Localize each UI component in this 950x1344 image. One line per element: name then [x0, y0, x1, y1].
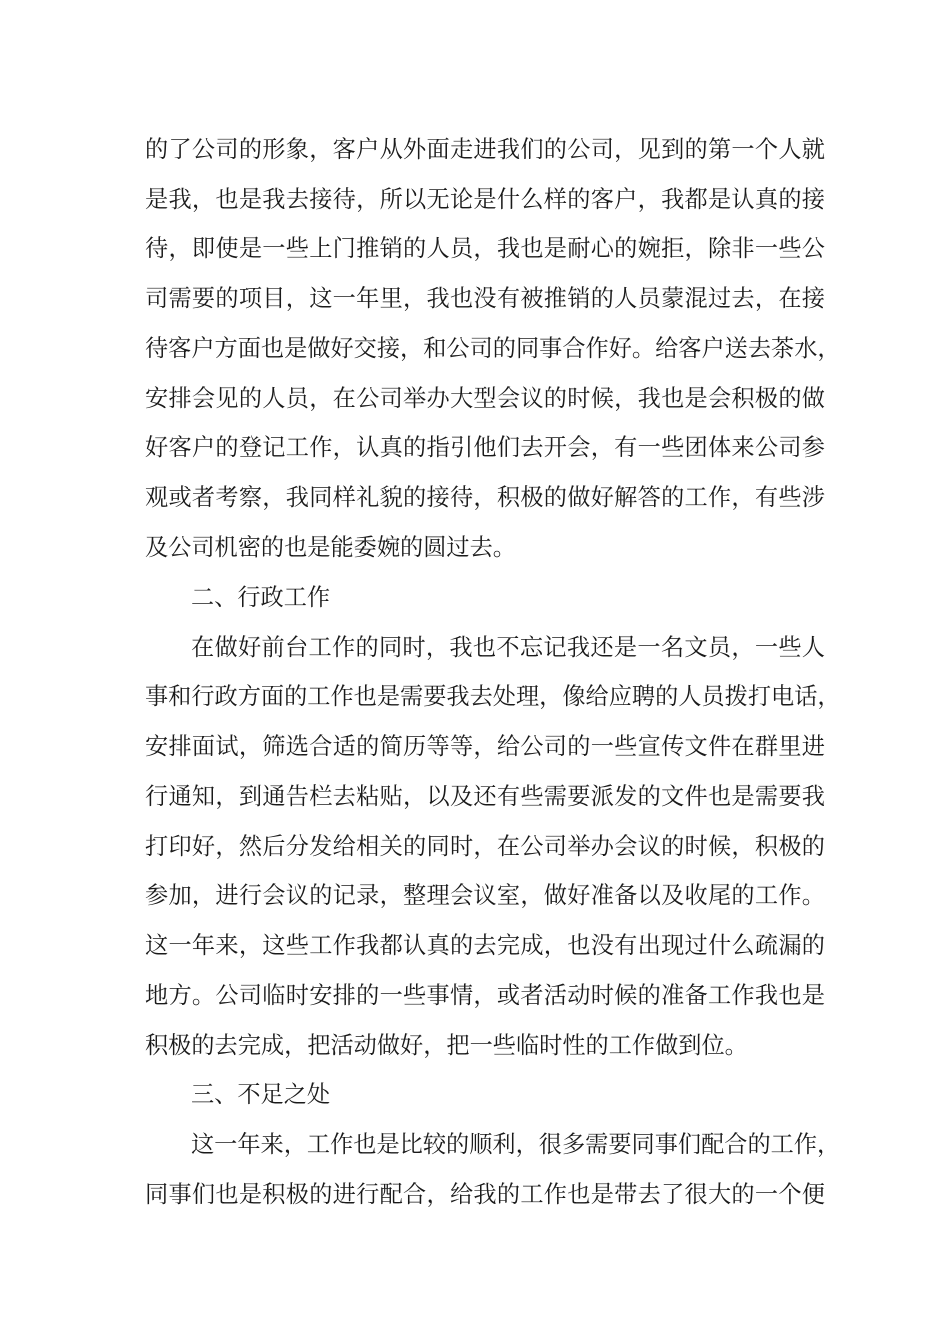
paragraph-line: 地方。公司临时安排的一些事情，或者活动时候的准备工作我也是: [145, 982, 825, 1009]
paragraph-line: 好客户的登记工作，认真的指引他们去开会，有一些团体来公司参: [145, 434, 825, 461]
paragraph-line: 这一年来，工作也是比较的顺利，很多需要同事们配合的工作，: [191, 1131, 841, 1158]
section-heading-shortcomings: 三、不足之处: [191, 1081, 331, 1108]
paragraph-line: 参加，进行会议的记录，整理会议室，做好准备以及收尾的工作。: [145, 882, 825, 909]
paragraph-line: 行通知，到通告栏去粘贴，以及还有些需要派发的文件也是需要我: [145, 783, 825, 810]
paragraph-line: 这一年来，这些工作我都认真的去完成，也没有出现过什么疏漏的: [145, 932, 825, 959]
paragraph-line: 是我，也是我去接待，所以无论是什么样的客户，我都是认真的接: [145, 186, 825, 213]
section-heading-admin-work: 二、行政工作: [191, 584, 331, 611]
paragraph-line: 观或者考察，我同样礼貌的接待，积极的做好解答的工作，有些涉: [145, 484, 825, 511]
paragraph-line: 打印好，然后分发给相关的同时，在公司举办会议的时候，积极的: [145, 833, 825, 860]
paragraph-line: 的了公司的形象，客户从外面走进我们的公司，见到的第一个人就: [145, 136, 825, 163]
paragraph-line: 事和行政方面的工作也是需要我去处理，像给应聘的人员拨打电话，: [145, 683, 841, 710]
paragraph-line: 安排会见的人员，在公司举办大型会议的时候，我也是会积极的做: [145, 385, 825, 412]
paragraph-line: 积极的去完成，把活动做好，把一些临时性的工作做到位。: [145, 1032, 748, 1059]
paragraph-line: 安排面试，筛选合适的简历等等，给公司的一些宣传文件在群里进: [145, 733, 825, 760]
paragraph-line: 待，即使是一些上门推销的人员，我也是耐心的婉拒，除非一些公: [145, 235, 825, 262]
paragraph-line: 及公司机密的也是能委婉的圆过去。: [145, 534, 516, 561]
paragraph-line: 司需要的项目，这一年里，我也没有被推销的人员蒙混过去，在接: [145, 285, 825, 312]
paragraph-line: 在做好前台工作的同时，我也不忘记我还是一名文员，一些人: [191, 634, 825, 661]
paragraph-line: 同事们也是积极的进行配合，给我的工作也是带去了很大的一个便: [145, 1181, 825, 1208]
paragraph-line: 待客户方面也是做好交接，和公司的同事合作好。给客户送去茶水，: [145, 335, 841, 362]
